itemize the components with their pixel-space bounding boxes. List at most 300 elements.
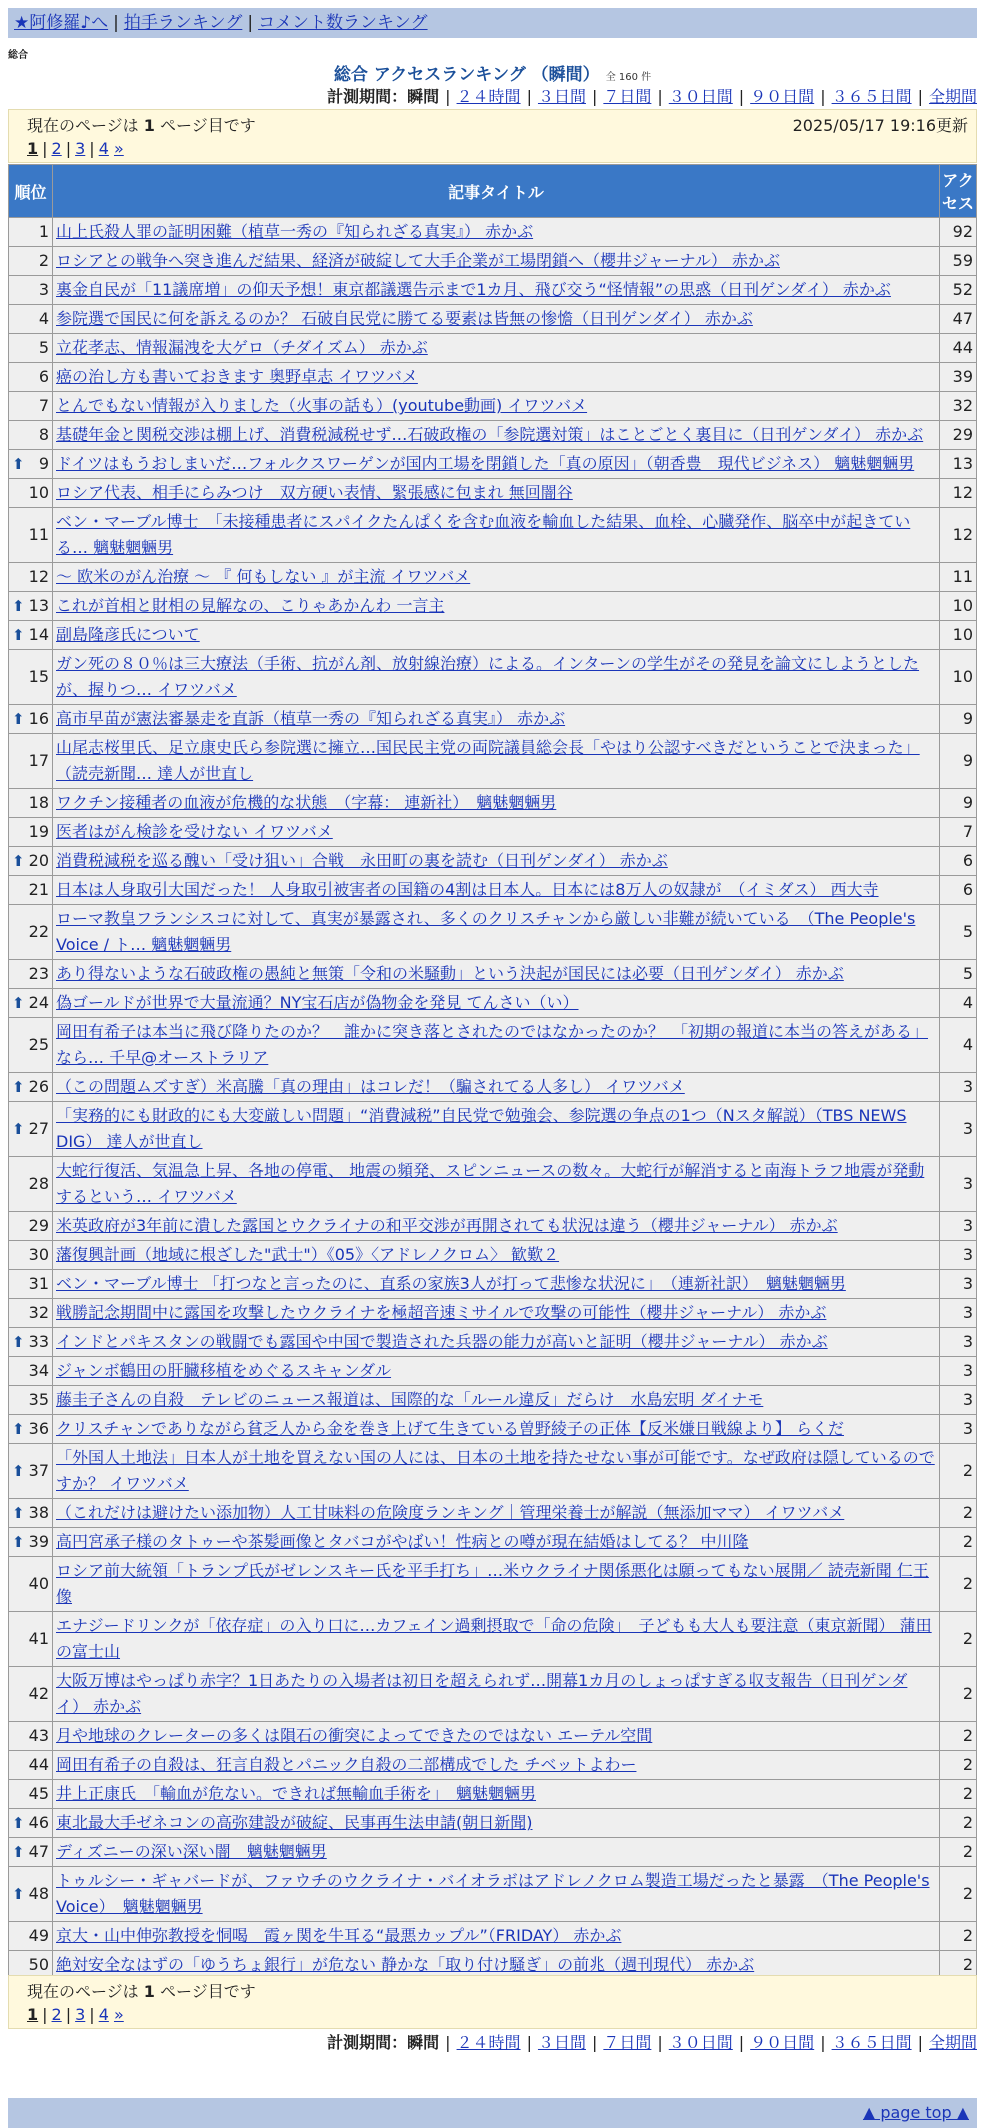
table-row <box>9 450 977 479</box>
title-cell <box>53 1415 940 1444</box>
table-row <box>9 392 977 421</box>
title-cell <box>53 1270 940 1299</box>
title-cell <box>53 592 940 621</box>
article-link[interactable]: ロシアとの戦争へ突き進んだ結果、経済が破綻して大手企業が工場閉鎖へ（櫻井ジャーナル） 赤かぶ <box>56 251 780 270</box>
table-row <box>9 1444 977 1499</box>
comment-ranking-link[interactable]: コメント数ランキング <box>258 13 428 33</box>
period-current: 瞬間 <box>407 87 440 106</box>
title-cell <box>53 450 940 479</box>
rank-up-arrow-icon: ⬆ <box>12 710 25 728</box>
rank-up-arrow-icon: ⬆ <box>12 597 25 615</box>
access-count: 6 <box>940 847 977 876</box>
article-link[interactable]: あり得ないような石破政権の愚純と無策「令和の米騒動」という決起が国民には必要（日刊ゲンダイ） 赤かぶ <box>56 964 844 983</box>
page-link[interactable]: 4 <box>98 2005 109 2024</box>
rank-cell <box>9 1270 53 1299</box>
page-link[interactable]: 3 <box>75 2005 86 2024</box>
article-link[interactable]: ガン死の８０％は三大療法（手術、抗がん剤、放射線治療）による。インターンの学生がその発見を論文にしようとしたが、握りつ… イワツバメ <box>56 654 920 699</box>
article-link[interactable]: ベン・マーブル博士 「未接種患者にスパイクたんぱくを含む血液を輸血した結果、血栓、心臓発作、脳卒中が起きている… 魑魅魍魎男 <box>56 512 911 557</box>
page-status-prefix: 現在のページは <box>27 116 139 135</box>
period-link[interactable]: ７日間 <box>603 2033 652 2052</box>
title-cell <box>53 421 940 450</box>
article-link[interactable]: 医者はがん検診を受けない イワツバメ <box>56 822 333 841</box>
page-top-link[interactable]: ▲ page top ▲ <box>862 2103 969 2122</box>
article-link[interactable]: 日本は人身取引大国だった！ 人身取引被害者の国籍の4割は日本人。日本には8万人の奴隷が （イミダス） 西大寺 <box>56 880 879 899</box>
title-cell <box>53 1212 940 1241</box>
clap-ranking-link[interactable]: 拍手ランキング <box>123 13 243 33</box>
rank-cell <box>9 1018 53 1073</box>
rank-number: 18 <box>28 793 49 812</box>
rank-number: 32 <box>28 1303 49 1322</box>
table-row <box>9 1780 977 1809</box>
rank-number: 36 <box>28 1419 49 1438</box>
table-row <box>9 734 977 789</box>
page-link[interactable]: 4 <box>98 139 109 158</box>
period-link[interactable]: ９０日間 <box>750 2033 815 2052</box>
table-row <box>9 989 977 1018</box>
rank-cell <box>9 563 53 592</box>
title-cell <box>53 1838 940 1867</box>
article-link[interactable]: 高市早苗が憲法審暴走を直訴（植草一秀の『知られざる真実』） 赤かぶ <box>56 709 566 728</box>
article-link[interactable]: トゥルシー・ギャバードが、ファウチのウクライナ・バイオラボはアドレノクロム製造工場だったと暴露 （The People's Voice） 魑魅魍魎男 <box>56 1871 930 1916</box>
access-count: 2 <box>940 1722 977 1751</box>
rank-cell <box>9 592 53 621</box>
table-row <box>9 479 977 508</box>
rank-number: 28 <box>28 1174 49 1193</box>
page-status-suffix: ページ目です <box>160 1982 256 2001</box>
period-separator: | <box>738 2033 745 2052</box>
page-status <box>27 1980 958 2003</box>
table-row <box>9 1751 977 1780</box>
access-count: 47 <box>940 305 977 334</box>
access-count: 11 <box>940 563 977 592</box>
title-cell <box>53 818 940 847</box>
article-link[interactable]: 山尾志桜里氏、足立康史氏ら参院選に擁立…国民民主党の両院議員総会長「やはり公認すべきだということで決まった」（読売新聞… 達人が世直し <box>56 738 920 783</box>
rank-up-arrow-icon: ⬆ <box>12 994 25 1012</box>
nav-separator: | <box>113 13 119 33</box>
title-cell <box>53 1018 940 1073</box>
access-count: 3 <box>940 1102 977 1157</box>
title-cell <box>53 1328 940 1357</box>
table-row <box>9 1922 977 1951</box>
rank-cell <box>9 705 53 734</box>
rank-cell <box>9 818 53 847</box>
title-cell <box>53 876 940 905</box>
title-cell <box>53 392 940 421</box>
article-link[interactable]: ベン・マーブル博士 「打つなと言ったのに、直系の家族3人が打って悲惨な状況に」 （連新社訳） 魑魅魍魎男 <box>56 1274 846 1293</box>
article-link[interactable]: 京大・山中伸弥教授を恫喝 霞ヶ関を牛耳る“最悪カップル”（FRIDAY） 赤かぶ <box>56 1926 622 1945</box>
access-count: 9 <box>940 789 977 818</box>
table-row <box>9 1809 977 1838</box>
article-link[interactable]: 基礎年金と関税交渉は棚上げ、消費税減税せず…石破政権の「参院選対策」はことごとく裏目に（日刊ゲンダイ） 赤かぶ <box>56 425 924 444</box>
access-count: 92 <box>940 218 977 247</box>
table-row <box>9 876 977 905</box>
article-link[interactable]: 裏金自民が「11議席増」の仰天予想！東京都議選告示まで1カ月、飛び交う“怪情報”の思惑（日刊ゲンダイ） 赤かぶ <box>56 280 891 299</box>
rank-cell <box>9 989 53 1018</box>
article-link[interactable]: とんでもない情報が入りました（火事の話も）(youtube動画) イワツバメ <box>56 396 588 415</box>
title-cell <box>53 989 940 1018</box>
rank-cell <box>9 1073 53 1102</box>
rank-number: 45 <box>28 1784 49 1803</box>
rank-cell <box>9 1722 53 1751</box>
rank-number: 47 <box>28 1842 49 1861</box>
rank-number: 4 <box>38 309 49 328</box>
article-link[interactable]: 岡田有希子の自殺は、狂言自殺とパニック自殺の二部構成でした チベットよわー <box>56 1755 637 1774</box>
access-count: 3 <box>940 1270 977 1299</box>
table-row <box>9 818 977 847</box>
article-link[interactable]: 消費税減税を巡る醜い「受け狙い」合戦 永田町の裏を読む（日刊ゲンダイ） 赤かぶ <box>56 851 668 870</box>
page-status-number: 1 <box>143 1982 155 2001</box>
access-count: 3 <box>940 1386 977 1415</box>
period-separator: | <box>917 87 923 106</box>
access-count: 4 <box>940 989 977 1018</box>
page-status-prefix: 現在のページは <box>27 1982 139 2001</box>
page-link[interactable]: 2 <box>51 2005 62 2024</box>
table-row <box>9 1557 977 1612</box>
page-separator: | <box>89 139 95 158</box>
access-count: 12 <box>940 508 977 563</box>
access-count: 39 <box>940 363 977 392</box>
article-link[interactable]: ロシア代表、相手にらみつけ 双方硬い表情、緊張感に包まれ 無回闇谷 <box>56 483 573 502</box>
title-cell <box>53 705 940 734</box>
table-row <box>9 1357 977 1386</box>
article-link[interactable]: これが首相と財相の見解なの、こりゃあかんわ 一言主 <box>56 596 445 615</box>
title-cell <box>53 1528 940 1557</box>
access-count: 3 <box>940 1241 977 1270</box>
title-cell <box>53 1612 940 1667</box>
table-row <box>9 650 977 705</box>
rank-up-arrow-icon: ⬆ <box>12 1504 25 1522</box>
table-row <box>9 621 977 650</box>
period-link[interactable]: ３０日間 <box>668 87 733 106</box>
table-row <box>9 1299 977 1328</box>
article-link[interactable]: 副島隆彦氏について <box>56 625 200 644</box>
title-cell <box>53 218 940 247</box>
access-count: 2 <box>940 1838 977 1867</box>
rank-cell <box>9 1838 53 1867</box>
nav-separator: | <box>247 13 254 33</box>
rank-number: 15 <box>28 667 49 686</box>
access-count: 5 <box>940 905 977 960</box>
rank-cell <box>9 1612 53 1667</box>
article-link[interactable]: エナジードリンクが「依存症」の入り口に…カフェイン過剰摂取で「命の危険」 子どもも大人も要注意（東京新聞） 蒲田の富士山 <box>56 1616 932 1661</box>
access-count: 2 <box>940 1612 977 1667</box>
article-link[interactable]: 絶対安全なはずの「ゆうちょ銀行」が危ない 静かな「取り付け騒ぎ」の前兆（週刊現代） 赤かぶ <box>56 1955 755 1974</box>
period-link[interactable]: ７日間 <box>603 87 652 106</box>
rank-up-arrow-icon: ⬆ <box>12 852 25 870</box>
rank-cell <box>9 1157 53 1212</box>
table-row <box>9 508 977 563</box>
rank-number: 19 <box>28 822 49 841</box>
rank-cell <box>9 905 53 960</box>
article-link[interactable]: 岡田有希子は本当に飛び降りたのか？ 誰かに突き落とされたのではなかったのか？ 「初期の報道に本当の答えがある」なら… 千早@オーストラリア <box>56 1022 929 1067</box>
rank-number: 50 <box>28 1955 49 1974</box>
rank-up-arrow-icon: ⬆ <box>12 1333 25 1351</box>
title-cell <box>53 1073 940 1102</box>
access-count: 4 <box>940 1018 977 1073</box>
period-link[interactable]: ２４時間 <box>456 2033 521 2052</box>
title-column-header: 記事タイトル <box>53 165 940 218</box>
table-row <box>9 276 977 305</box>
rank-number: 24 <box>28 993 49 1012</box>
table-row <box>9 218 977 247</box>
access-count: 2 <box>940 1922 977 1951</box>
rank-cell <box>9 1386 53 1415</box>
rank-cell <box>9 334 53 363</box>
access-count: 2 <box>940 1780 977 1809</box>
page-current: 1 <box>27 2005 39 2024</box>
rank-number: 34 <box>28 1361 49 1380</box>
title-cell <box>53 1667 940 1722</box>
title-cell <box>53 508 940 563</box>
rank-number: 48 <box>28 1884 49 1903</box>
rank-cell <box>9 1499 53 1528</box>
title-cell <box>53 276 940 305</box>
page-status-number: 1 <box>143 116 155 135</box>
period-separator: | <box>591 2033 598 2052</box>
rank-number: 44 <box>28 1755 49 1774</box>
rank-number: 35 <box>28 1390 49 1409</box>
article-link[interactable]: ～ 欧米のがん治療 ～ 『 何もしない 』が主流 イワツバメ <box>56 567 471 586</box>
period-separator: | <box>917 2033 923 2052</box>
table-row <box>9 592 977 621</box>
page-links <box>27 137 958 160</box>
article-link[interactable]: 参院選で国民に何を訴えるのか？ 石破自民党に勝てる要素は皆無の惨憺（日刊ゲンダイ） 赤かぶ <box>56 309 753 328</box>
table-row <box>9 1867 977 1922</box>
article-link[interactable]: ワクチン接種者の血液が危機的な状態 （字幕： 連新社） 魑魅魍魎男 <box>56 793 557 812</box>
rank-number: 10 <box>28 483 49 502</box>
rank-number: 2 <box>38 251 49 270</box>
title-cell <box>53 1357 940 1386</box>
rank-cell <box>9 392 53 421</box>
rank-up-arrow-icon: ⬆ <box>12 1533 25 1551</box>
rank-number: 41 <box>28 1629 49 1648</box>
article-link[interactable]: クリスチャンでありながら貧乏人から金を巻き上げて生きている曽野綾子の正体【反米嫌日戦線より】 らくだ <box>56 1419 844 1438</box>
period-selector-top <box>327 86 977 108</box>
article-link[interactable]: 高円宮承子様のタトゥーや茶髪画像とタバコがやばい！性病との噂が現在結婚はしてる？ 中川隆 <box>56 1532 749 1551</box>
rank-number: 1 <box>38 222 49 241</box>
rank-number: 26 <box>28 1077 49 1096</box>
rank-cell <box>9 1415 53 1444</box>
title-cell <box>53 1241 940 1270</box>
table-header-row <box>9 165 977 218</box>
article-link[interactable]: ディズニーの深い深い闇 魑魅魍魎男 <box>56 1842 327 1861</box>
access-count: 2 <box>940 1667 977 1722</box>
table-row <box>9 1212 977 1241</box>
article-link[interactable]: 大阪万博はやっぱり赤字？1日あたりの入場者は初日を超えられず…開幕1カ月のしょっぱすぎる収支報告（日刊ゲンダイ） 赤かぶ <box>56 1671 908 1716</box>
table-row <box>9 305 977 334</box>
rank-cell <box>9 1557 53 1612</box>
rank-number: 30 <box>28 1245 49 1264</box>
page-separator: | <box>89 2005 95 2024</box>
article-link[interactable]: 癌の治し方も書いておきます 奥野卓志 イワツバメ <box>56 367 418 386</box>
period-separator: | <box>526 2033 532 2052</box>
period-link[interactable]: ９０日間 <box>750 87 815 106</box>
rank-up-arrow-icon: ⬆ <box>12 1843 25 1861</box>
rank-cell <box>9 421 53 450</box>
table-row <box>9 1386 977 1415</box>
access-count: 29 <box>940 421 977 450</box>
article-link[interactable]: 偽ゴールドが世界で大量流通？NY宝石店が偽物金を発見 てんさい（い） <box>56 993 579 1012</box>
table-row <box>9 334 977 363</box>
access-count: 2 <box>940 1499 977 1528</box>
period-current: 瞬間 <box>407 2033 440 2052</box>
article-link[interactable]: 月や地球のクレーターの多くは隕石の衝突によってできたのではない エーテル空間 <box>56 1726 653 1745</box>
article-link[interactable]: 山上氏殺人罪の証明困難（植草一秀の『知られざる真実』） 赤かぶ <box>56 222 534 241</box>
table-row <box>9 1018 977 1073</box>
title-cell <box>53 1444 940 1499</box>
access-count: 12 <box>940 479 977 508</box>
article-link[interactable]: 戦勝記念期間中に露国を攻撃したウクライナを極超音速ミサイルで攻撃の可能性（櫻井ジャーナル） 赤かぶ <box>56 1303 827 1322</box>
rank-number: 33 <box>28 1332 49 1351</box>
page-separator: | <box>42 2005 48 2024</box>
rank-up-arrow-icon: ⬆ <box>12 626 25 644</box>
period-link[interactable]: ３６５日間 <box>831 87 912 106</box>
rank-up-arrow-icon: ⬆ <box>12 1462 25 1480</box>
article-link[interactable]: 米英政府が3年前に潰した露国とウクライナの和平交渉が再開されても状況は違う（櫻井ジャーナル） 赤かぶ <box>56 1216 838 1235</box>
period-link[interactable]: ３日間 <box>537 87 586 106</box>
title-cell <box>53 1809 940 1838</box>
access-count: 3 <box>940 1328 977 1357</box>
article-link[interactable]: 「外国人土地法」日本人が土地を買えない国の人には、日本の土地を持たせない事が可能です。なぜ政府は隠しているのですか？ イワツバメ <box>56 1448 935 1493</box>
rank-number: 16 <box>28 709 49 728</box>
next-page-link[interactable]: » <box>113 2005 124 2024</box>
article-link[interactable]: 藤圭子さんの自殺 テレビのニュース報道は、国際的な「ルール違反」だらけ 水島宏明 ダイナモ <box>56 1390 764 1409</box>
article-link[interactable]: 大蛇行復活、気温急上昇、各地の停電、 地震の頻発、スピンニュースの数々。大蛇行が解消すると南海トラフ地震が発動するという… イワツバメ <box>56 1161 925 1206</box>
rank-cell <box>9 508 53 563</box>
updated-timestamp: 2025/05/17 19:16更新 <box>792 116 968 135</box>
access-count: 3 <box>940 1415 977 1444</box>
period-link[interactable]: ３日間 <box>537 2033 586 2052</box>
article-link[interactable]: ローマ教皇フランシスコに対して、真実が暴露され、多くのクリスチャンから厳しい非難が続いている （The People's Voice / ト… 魑魅魍魎男 <box>56 909 916 954</box>
title-cell <box>53 1922 940 1951</box>
article-link[interactable]: 井上正康氏 「輸血が危ない。できれば無輸血手術を」 魑魅魍魎男 <box>56 1784 537 1803</box>
table-row <box>9 1415 977 1444</box>
title-cell <box>53 734 940 789</box>
rank-cell <box>9 276 53 305</box>
rank-up-arrow-icon: ⬆ <box>12 455 25 473</box>
title-cell <box>53 334 940 363</box>
rank-number: 27 <box>28 1119 49 1138</box>
period-link[interactable]: ３６５日間 <box>831 2033 912 2052</box>
ranking-table <box>8 164 977 1980</box>
access-count: 5 <box>940 960 977 989</box>
page-link[interactable]: 3 <box>75 139 86 158</box>
page-title <box>0 60 985 85</box>
page-separator: | <box>65 139 72 158</box>
article-link[interactable]: 藩復興計画（地域に根ざした"武士"）《05》〈アドレノクロム〉 歓歎２ <box>56 1245 560 1264</box>
access-count: 2 <box>940 1751 977 1780</box>
rank-number: 6 <box>38 367 49 386</box>
title-cell <box>53 1299 940 1328</box>
next-page-link[interactable]: » <box>113 139 124 158</box>
title-cell <box>53 621 940 650</box>
table-row <box>9 905 977 960</box>
access-count: 52 <box>940 276 977 305</box>
access-count: 2 <box>940 1951 977 1980</box>
table-row <box>9 363 977 392</box>
title-cell <box>53 563 940 592</box>
article-link[interactable]: インドとパキスタンの戦闘でも露国や中国で製造された兵器の能力が高いと証明（櫻井ジャーナル） 赤かぶ <box>56 1332 828 1351</box>
period-link[interactable]: 全期間 <box>928 87 977 106</box>
rank-cell <box>9 876 53 905</box>
rank-number: 5 <box>38 338 49 357</box>
title-cell <box>53 1751 940 1780</box>
page-current: 1 <box>27 139 39 158</box>
total-count: 全 160 件 <box>605 72 652 83</box>
rank-cell <box>9 1667 53 1722</box>
home-link[interactable]: ★阿修羅♪へ <box>14 13 109 33</box>
access-count: 9 <box>940 705 977 734</box>
rank-cell <box>9 218 53 247</box>
access-count: 3 <box>940 1073 977 1102</box>
table-row <box>9 789 977 818</box>
period-separator: | <box>526 87 532 106</box>
rank-cell <box>9 1922 53 1951</box>
title-cell <box>53 363 940 392</box>
page-links <box>27 2003 958 2026</box>
article-link[interactable]: 「実務的にも財政的にも大変厳しい問題」“消費減税”自民党で勉強会、参院選の争点の1つ（Nスタ解説）（TBS NEWS DIG） 達人が世直し <box>56 1106 907 1151</box>
article-link[interactable]: （この問題ムズすぎ）米高騰「真の理由」はコレだ！（騙されてる人多し） イワツバメ <box>56 1077 685 1096</box>
table-row <box>9 705 977 734</box>
rank-up-arrow-icon: ⬆ <box>12 1814 25 1832</box>
rank-cell <box>9 1809 53 1838</box>
period-link[interactable]: ３０日間 <box>668 2033 733 2052</box>
period-link[interactable]: ２４時間 <box>456 87 521 106</box>
period-link[interactable]: 全期間 <box>928 2033 977 2052</box>
page-link[interactable]: 2 <box>51 139 62 158</box>
category-label: 総合 <box>8 50 28 61</box>
page-status-suffix: ページ目です <box>160 116 256 135</box>
rank-cell <box>9 363 53 392</box>
rank-number: 23 <box>28 964 49 983</box>
title-cell <box>53 1157 940 1212</box>
access-count: 13 <box>940 450 977 479</box>
title-cell <box>53 1867 940 1922</box>
period-separator: | <box>445 87 451 106</box>
table-row <box>9 1328 977 1357</box>
article-link[interactable]: 東北最大手ゼネコンの高弥建設が破綻、民事再生法申請(朝日新聞) <box>56 1813 533 1832</box>
rank-number: 7 <box>38 396 49 415</box>
footer-bar <box>8 2098 977 2128</box>
rank-number: 11 <box>28 525 49 544</box>
rank-number: 21 <box>28 880 49 899</box>
article-link[interactable]: ドイツはもうおしまいだ…フォルクスワーゲンが国内工場を閉鎖した「真の原因」（朝香豊 現代ビジネス） 魑魅魍魎男 <box>56 454 915 473</box>
article-link[interactable]: ロシア前大統領「トランプ氏がゼレンスキー氏を平手打ち」…米ウクライナ関係悪化は願ってもない展開／ 読売新聞 仁王像 <box>56 1561 929 1606</box>
rank-number: 29 <box>28 1216 49 1235</box>
table-row <box>9 421 977 450</box>
rank-number: 39 <box>28 1532 49 1551</box>
page-separator: | <box>42 139 48 158</box>
article-link[interactable]: （これだけは避けたい添加物）人工甘味料の危険度ランキング｜管理栄養士が解説（無添加ママ） イワツバメ <box>56 1503 845 1522</box>
article-link[interactable]: 立花孝志、情報漏洩を大ゲロ（チダイズム） 赤かぶ <box>56 338 428 357</box>
period-separator: | <box>657 87 663 106</box>
rank-cell <box>9 734 53 789</box>
rank-number: 9 <box>38 454 49 473</box>
table-row <box>9 847 977 876</box>
rank-up-arrow-icon: ⬆ <box>12 1420 25 1438</box>
access-count: 59 <box>940 247 977 276</box>
access-count: 6 <box>940 876 977 905</box>
period-separator: | <box>591 87 598 106</box>
page-title-text: 総合 アクセスランキング （瞬間） <box>333 65 600 85</box>
rank-cell <box>9 1444 53 1499</box>
title-cell <box>53 1102 940 1157</box>
rank-number: 43 <box>28 1726 49 1745</box>
table-row <box>9 1157 977 1212</box>
table-row <box>9 1838 977 1867</box>
rank-number: 49 <box>28 1926 49 1945</box>
article-link[interactable]: ジャンボ鶴田の肝臓移植をめぐるスキャンダル <box>56 1361 392 1380</box>
